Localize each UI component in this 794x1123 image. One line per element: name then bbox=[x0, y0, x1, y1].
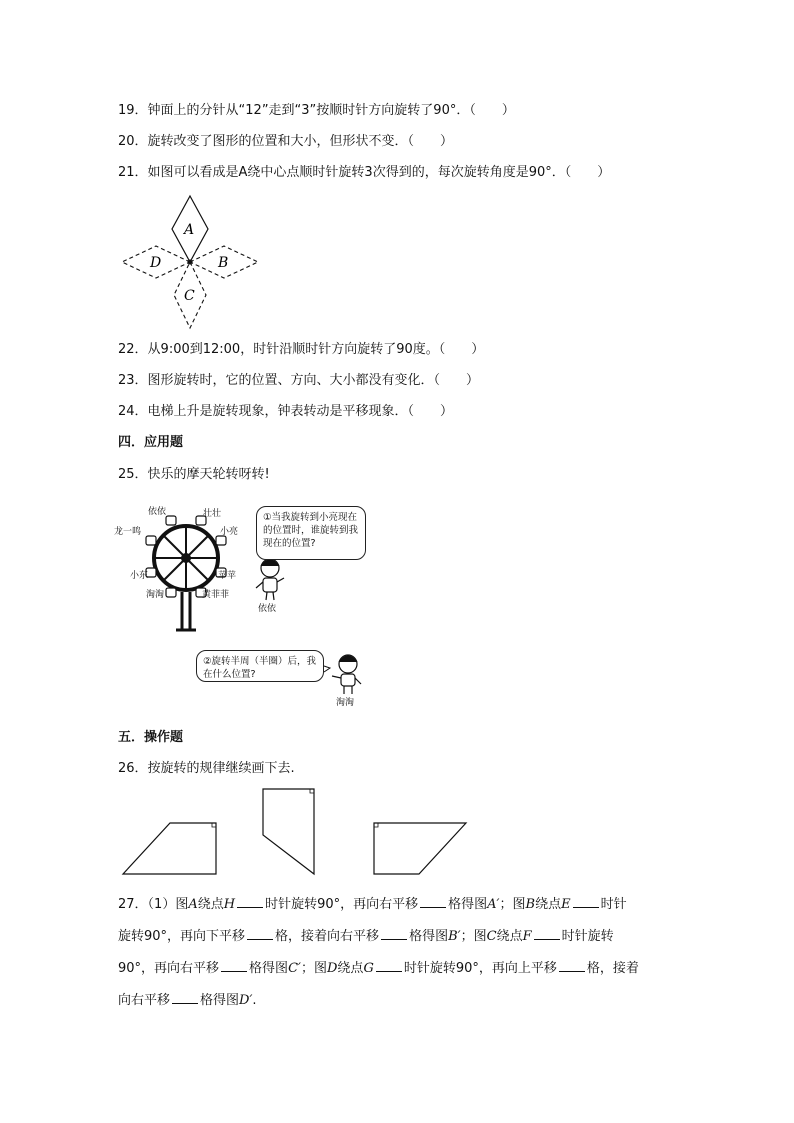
question-27-line-3: 90°，再向右平移 格得图C′；图D绕点G 时针旋转90°，再向上平移 格，接着 bbox=[118, 957, 639, 979]
kid-label-yiyi: 依依 bbox=[258, 604, 277, 614]
rotation-sequence-figure bbox=[118, 786, 470, 878]
question-21: 21．如图可以看成是A绕中心点顺时针旋转3次得到的，每次旋转角度是90°．（ ） bbox=[118, 165, 611, 180]
answer-blank[interactable] bbox=[573, 893, 599, 908]
question-23: 23．图形旋转时，它的位置、方向、大小都没有变化．（ ） bbox=[118, 373, 480, 388]
ferris-name-xiaodong: 小东 bbox=[130, 571, 149, 581]
question-24: 24．电梯上升是旋转现象，钟表转动是平移现象．（ ） bbox=[118, 404, 454, 419]
question-22: 22．从9:00到12:00，时针沿顺时针方向旋转了90度。（ ） bbox=[118, 342, 485, 357]
question-20: 20．旋转改变了图形的位置和大小，但形状不变．（ ） bbox=[118, 134, 454, 149]
answer-blank[interactable] bbox=[237, 893, 263, 908]
kid-label-taotao: 淘淘 bbox=[336, 698, 355, 708]
speech-bubble-2: ②旋转半周（半圈）后，我在什么位置? bbox=[196, 650, 324, 682]
diamond-label-d: D bbox=[150, 255, 162, 271]
ferris-name-huangfeifei: 黄菲菲 bbox=[202, 590, 230, 600]
diamond-label-c: C bbox=[184, 288, 195, 304]
ferris-name-pingping: 苹苹 bbox=[218, 571, 237, 581]
section-5-heading: 五．操作题 bbox=[118, 730, 184, 745]
rotation-diamond-figure bbox=[118, 190, 263, 332]
answer-blank[interactable] bbox=[381, 925, 407, 940]
ferris-name-zhuangzhuang: 壮壮 bbox=[203, 509, 222, 519]
answer-blank[interactable] bbox=[221, 957, 247, 972]
diamond-label-a: A bbox=[184, 222, 195, 238]
question-25: 25．快乐的摩天轮转呀转! bbox=[118, 467, 270, 482]
ferris-name-taotao: 淘淘 bbox=[146, 590, 165, 600]
speech-bubble-1: ①当我旋转到小亮现在的位置时，谁旋转到我现在的位置? bbox=[256, 506, 366, 560]
diamond-label-b: B bbox=[218, 255, 229, 271]
ferris-name-yiyi: 依依 bbox=[148, 507, 167, 517]
answer-blank[interactable] bbox=[376, 957, 402, 972]
ferris-name-xiaoliang: 小亮 bbox=[220, 527, 239, 537]
question-27-line-2: 旋转90°，再向下平移 格，接着向右平移 格得图B′；图C绕点F 时针旋转 bbox=[118, 925, 614, 947]
question-27-line-1: 27．（1）图A绕点H 时针旋转90°，再向右平移 格得图A′；图B绕点E 时针 bbox=[118, 893, 627, 915]
section-4-heading: 四．应用题 bbox=[118, 435, 184, 450]
answer-blank[interactable] bbox=[420, 893, 446, 908]
answer-blank[interactable] bbox=[247, 925, 273, 940]
question-19: 19．钟面上的分针从“12”走到“3”按顺时针方向旋转了90°．（ ） bbox=[118, 103, 515, 118]
answer-blank[interactable] bbox=[172, 989, 198, 1004]
question-26: 26．按旋转的规律继续画下去. bbox=[118, 761, 295, 776]
answer-blank[interactable] bbox=[534, 925, 560, 940]
question-27-line-4: 向右平移 格得图D′. bbox=[118, 989, 257, 1011]
answer-blank[interactable] bbox=[559, 957, 585, 972]
ferris-name-longyiming: 龙一鸣 bbox=[114, 527, 142, 537]
